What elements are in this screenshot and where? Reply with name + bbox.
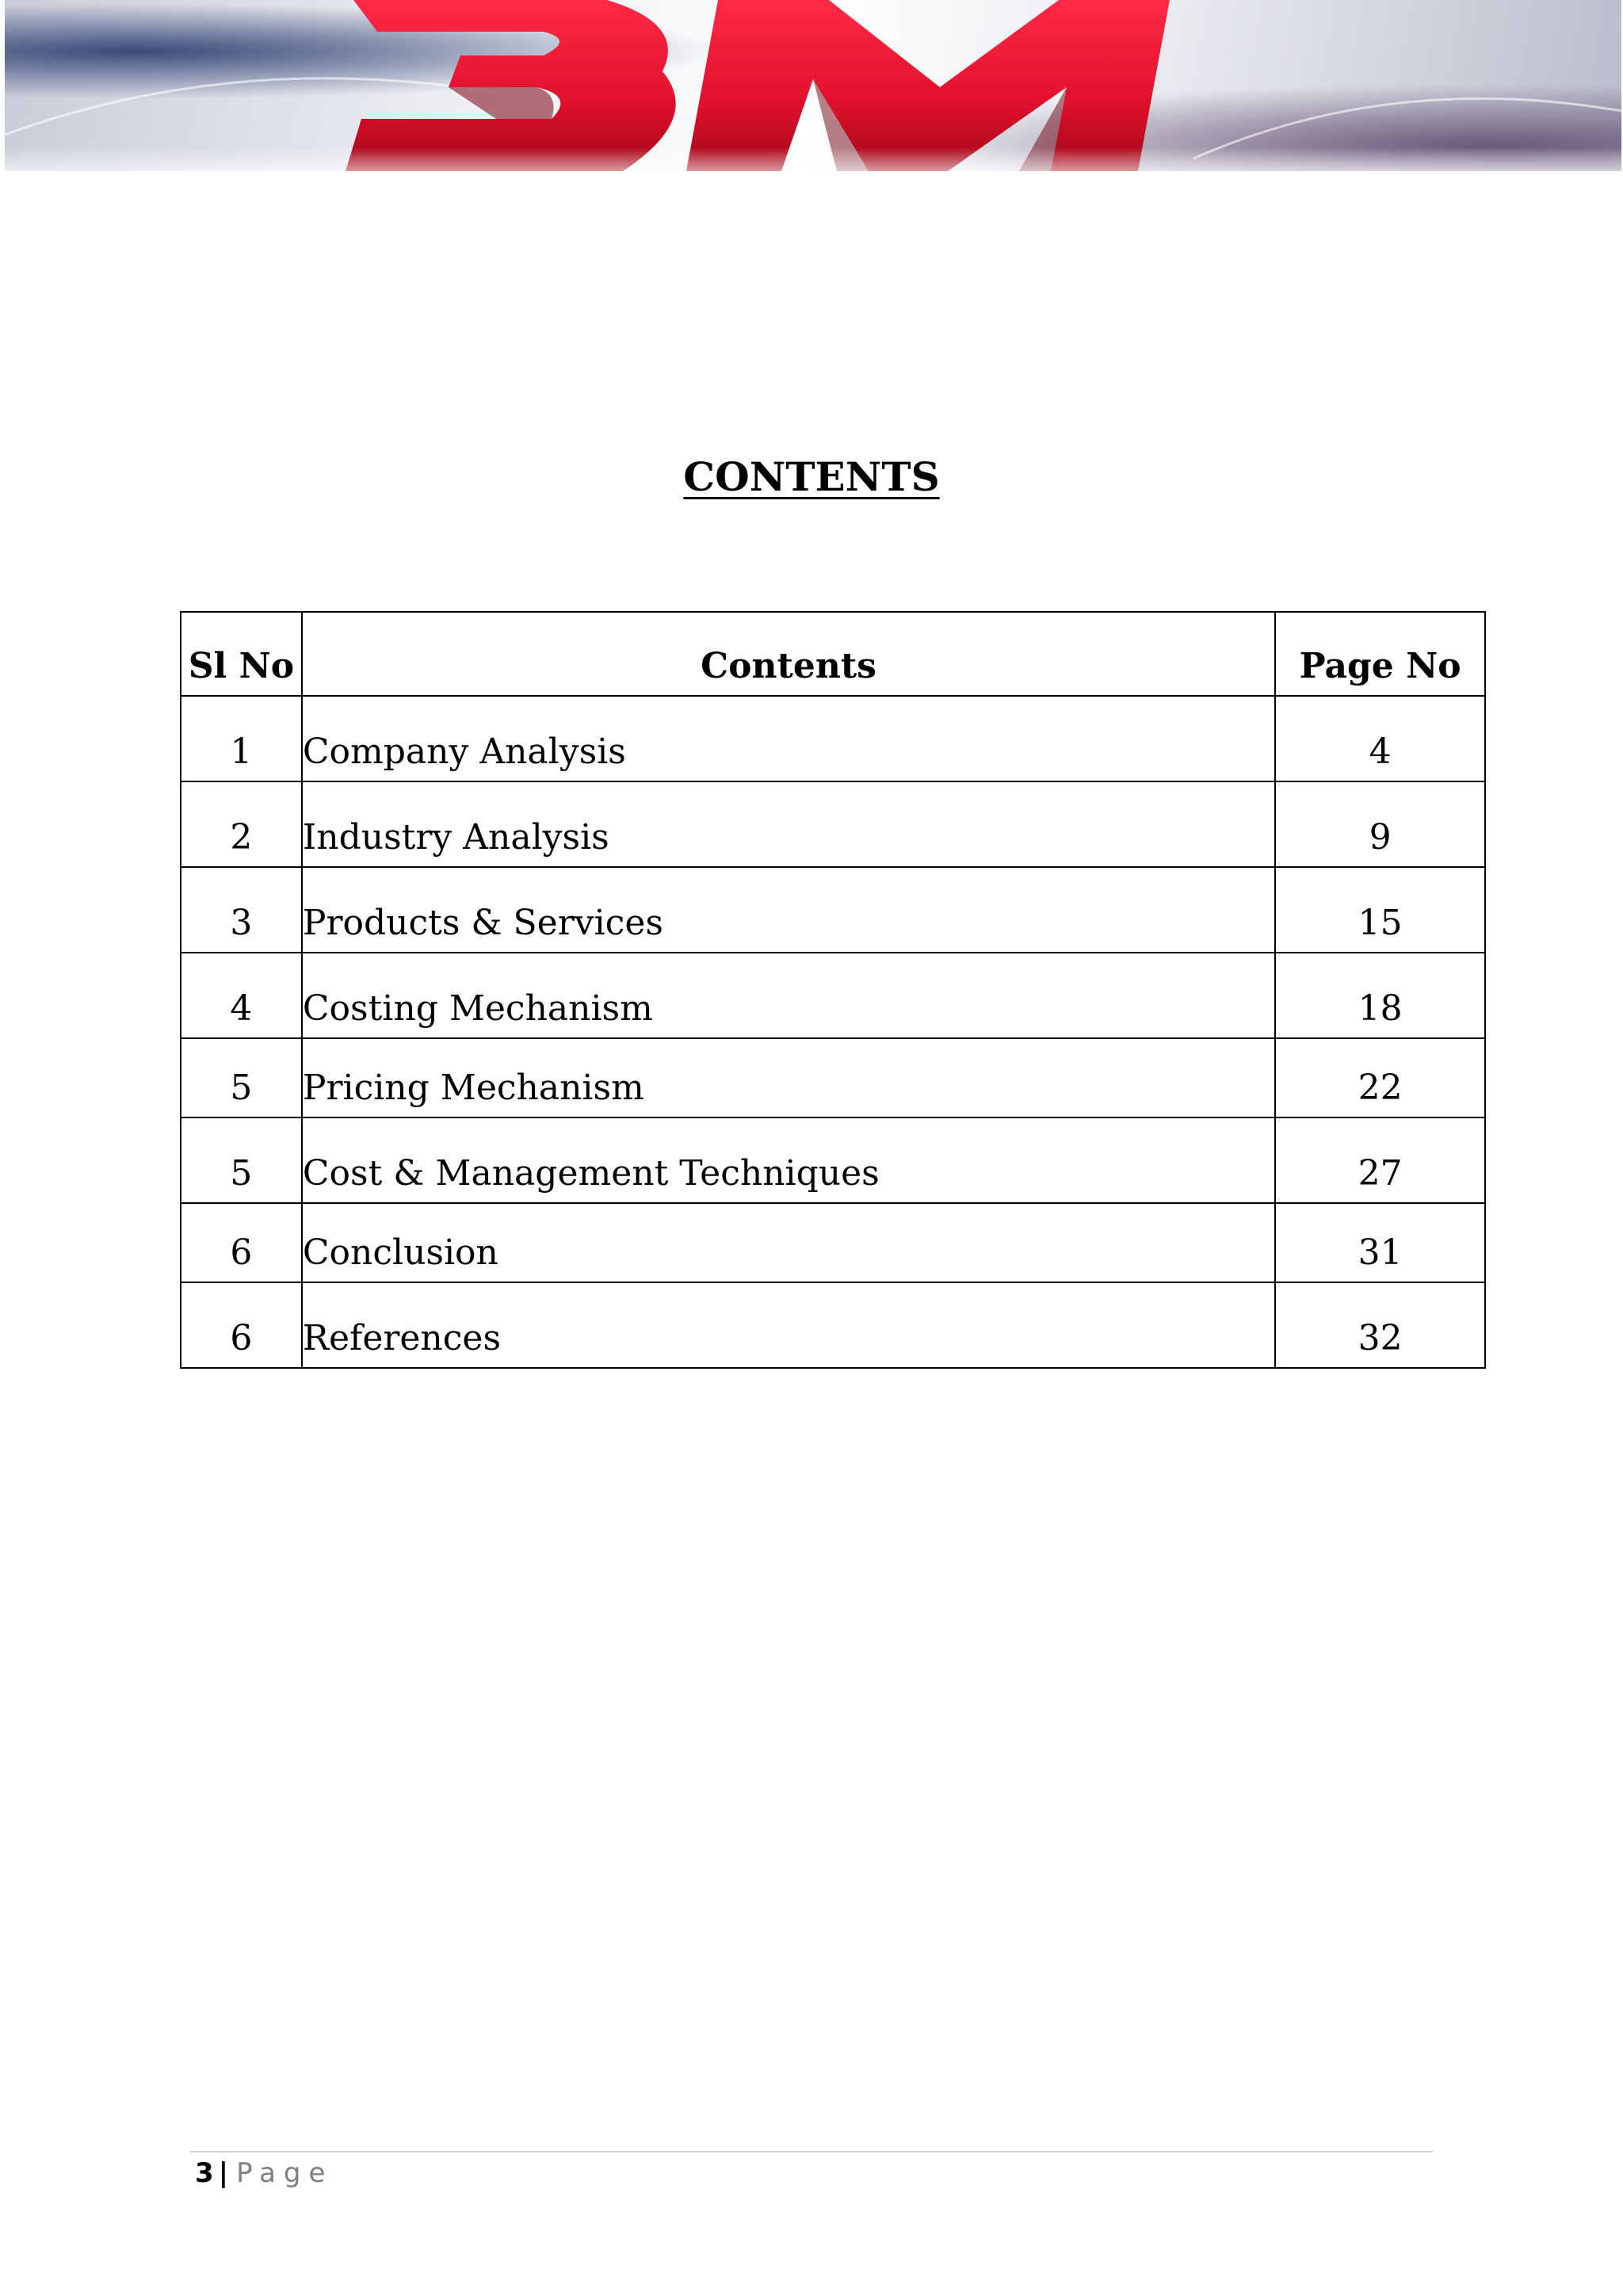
- row-title: Cost & Management Techniques: [302, 1117, 1275, 1203]
- table-row: [181, 781, 1485, 867]
- column-header-contents: Contents: [302, 612, 1275, 696]
- row-title: Company Analysis: [302, 696, 1275, 781]
- row-page: 15: [1275, 867, 1485, 953]
- table-row: [181, 1282, 1485, 1368]
- row-title: Costing Mechanism: [302, 953, 1275, 1038]
- table-row: [181, 696, 1485, 781]
- row-number: 5: [181, 1117, 302, 1203]
- row-number: 3: [181, 867, 302, 953]
- header-banner: [5, 0, 1621, 171]
- table-row: [181, 1117, 1485, 1203]
- row-page: 32: [1275, 1282, 1485, 1368]
- footer-page-label: Page: [236, 2157, 334, 2189]
- row-number: 2: [181, 781, 302, 867]
- contents-table: [180, 611, 1486, 1369]
- row-title: References: [302, 1282, 1275, 1368]
- banner-fade: [5, 147, 1621, 171]
- footer-divider: [190, 2151, 1433, 2153]
- table-row: [181, 953, 1485, 1038]
- column-header-sl-no: Sl No: [181, 612, 302, 696]
- table-row: [181, 867, 1485, 953]
- row-number: 5: [181, 1038, 302, 1117]
- row-title: Industry Analysis: [302, 781, 1275, 867]
- footer-page-number: 3: [195, 2157, 214, 2189]
- row-number: 6: [181, 1282, 302, 1368]
- row-title: Conclusion: [302, 1203, 1275, 1282]
- row-number: 1: [181, 696, 302, 781]
- table-row: [181, 1038, 1485, 1117]
- page-title-wrap: [0, 453, 1623, 500]
- row-title: Pricing Mechanism: [302, 1038, 1275, 1117]
- table-row: [181, 1203, 1485, 1282]
- footer-separator: |: [218, 2157, 229, 2189]
- row-page: 9: [1275, 781, 1485, 867]
- page-title: CONTENTS: [683, 453, 940, 500]
- page-footer: [195, 2157, 333, 2189]
- row-page: 4: [1275, 696, 1485, 781]
- row-number: 6: [181, 1203, 302, 1282]
- row-page: 18: [1275, 953, 1485, 1038]
- row-number: 4: [181, 953, 302, 1038]
- row-page: 27: [1275, 1117, 1485, 1203]
- column-header-page-no: Page No: [1275, 612, 1485, 696]
- row-title: Products & Services: [302, 867, 1275, 953]
- row-page: 22: [1275, 1038, 1485, 1117]
- table-header-row: [181, 612, 1485, 696]
- 3m-logo-icon: [5, 0, 1621, 171]
- row-page: 31: [1275, 1203, 1485, 1282]
